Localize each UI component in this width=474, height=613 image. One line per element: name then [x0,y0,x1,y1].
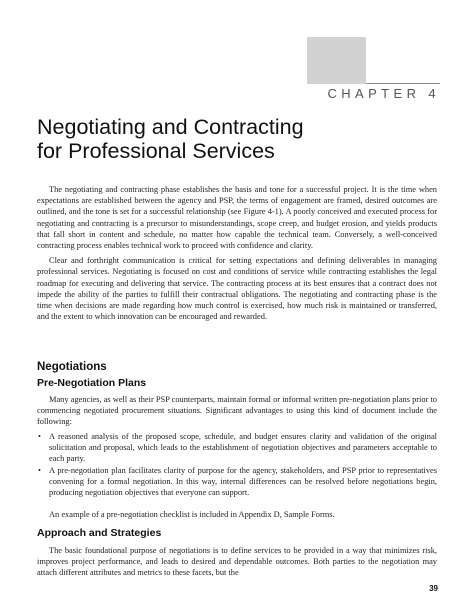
section-heading-negotiations: Negotiations [37,361,107,373]
advantages-list [37,431,437,498]
pre-negotiation-paragraph-block [37,394,437,428]
pre-negotiation-paragraph: Many agencies, as well as their PSP counterparts, maintain formal or informal written pre-negotiation plans prior to commencing negotiated procurement situations. Significant advantages to using this kind of document include the following: [37,395,437,427]
approach-paragraph: The basic foundational purpose of negotiations is to define services to be provided in a way that minimizes risk, improves project performance, and leads to desired and dependable outcomes. Both parties to the negotiation may attach different attributes and metrics to these facets, but the [37,546,437,578]
intro-section [37,184,437,322]
list-item: • A pre-negotiation plan facilitates clarity of purpose for the agency, stakeholders, and PSP prior to representatives convening for a formal negotiation. In this way, internal differences can be resolved before negotiations begin, producing negotiation objectives that everyone can support. [37,465,437,499]
intro-paragraph-2: Clear and forthright communication is critical for setting expectations and defining deliverables in managing professional services. Negotiating is focused on cost and conditions of service while contracting establishes the legal roadmap for executing and delivering that service. The contracting process at its best ensures that a contract does not impede the ability of the parties to fulfill their contractual obligations. The negotiating and contracting phase is the time when decisions are made regarding how much control is exercised, how much risk is maintained or transferred, and the extent to which innovation can be encouraged and rewarded. [37,256,437,322]
intro-paragraph-1: The negotiating and contracting phase establishes the basis and tone for a successful project. It is the time when expectations are established between the agency and PSP, the terms of engagement are framed, desired outcomes are outlined, and the tone is set for a successful relationship (see Figure 4-1). A poorly conceived and executed process for negotiating and contracting is a precursor to misunderstandings, scope creep, and budget erosion, and yields products that fall short in content and schedule, no matter how capable the technical team. Conversely, a well-conceived contracting process enables technical work to proceed with confidence and clarity. [37,185,437,251]
chapter-title-line1: Negotiating and Contracting [37,115,304,139]
list-item: • A reasoned analysis of the proposed scope, schedule, and budget ensures clarity and validation of the original solicitation and proposal, which leads to the establishment of negotiation objectives and parameters acceptable to each party. [37,431,437,465]
chapter-divider [366,83,440,84]
chapter-title-line2: for Professional Services [37,139,275,163]
chapter-label: CHAPTER 4 [327,86,440,101]
page-number: 39 [429,584,438,593]
subheading-approach-strategies: Approach and Strategies [37,527,162,539]
checklist-note: An example of a pre-negotiation checklist is included in Appendix D, Sample Forms. [49,510,335,519]
chapter-tab-block [307,37,366,84]
approach-paragraph-block [37,545,437,579]
subheading-pre-negotiation-plans: Pre-Negotiation Plans [37,377,147,389]
checklist-note-block [37,509,437,520]
chapter-title [37,115,437,163]
